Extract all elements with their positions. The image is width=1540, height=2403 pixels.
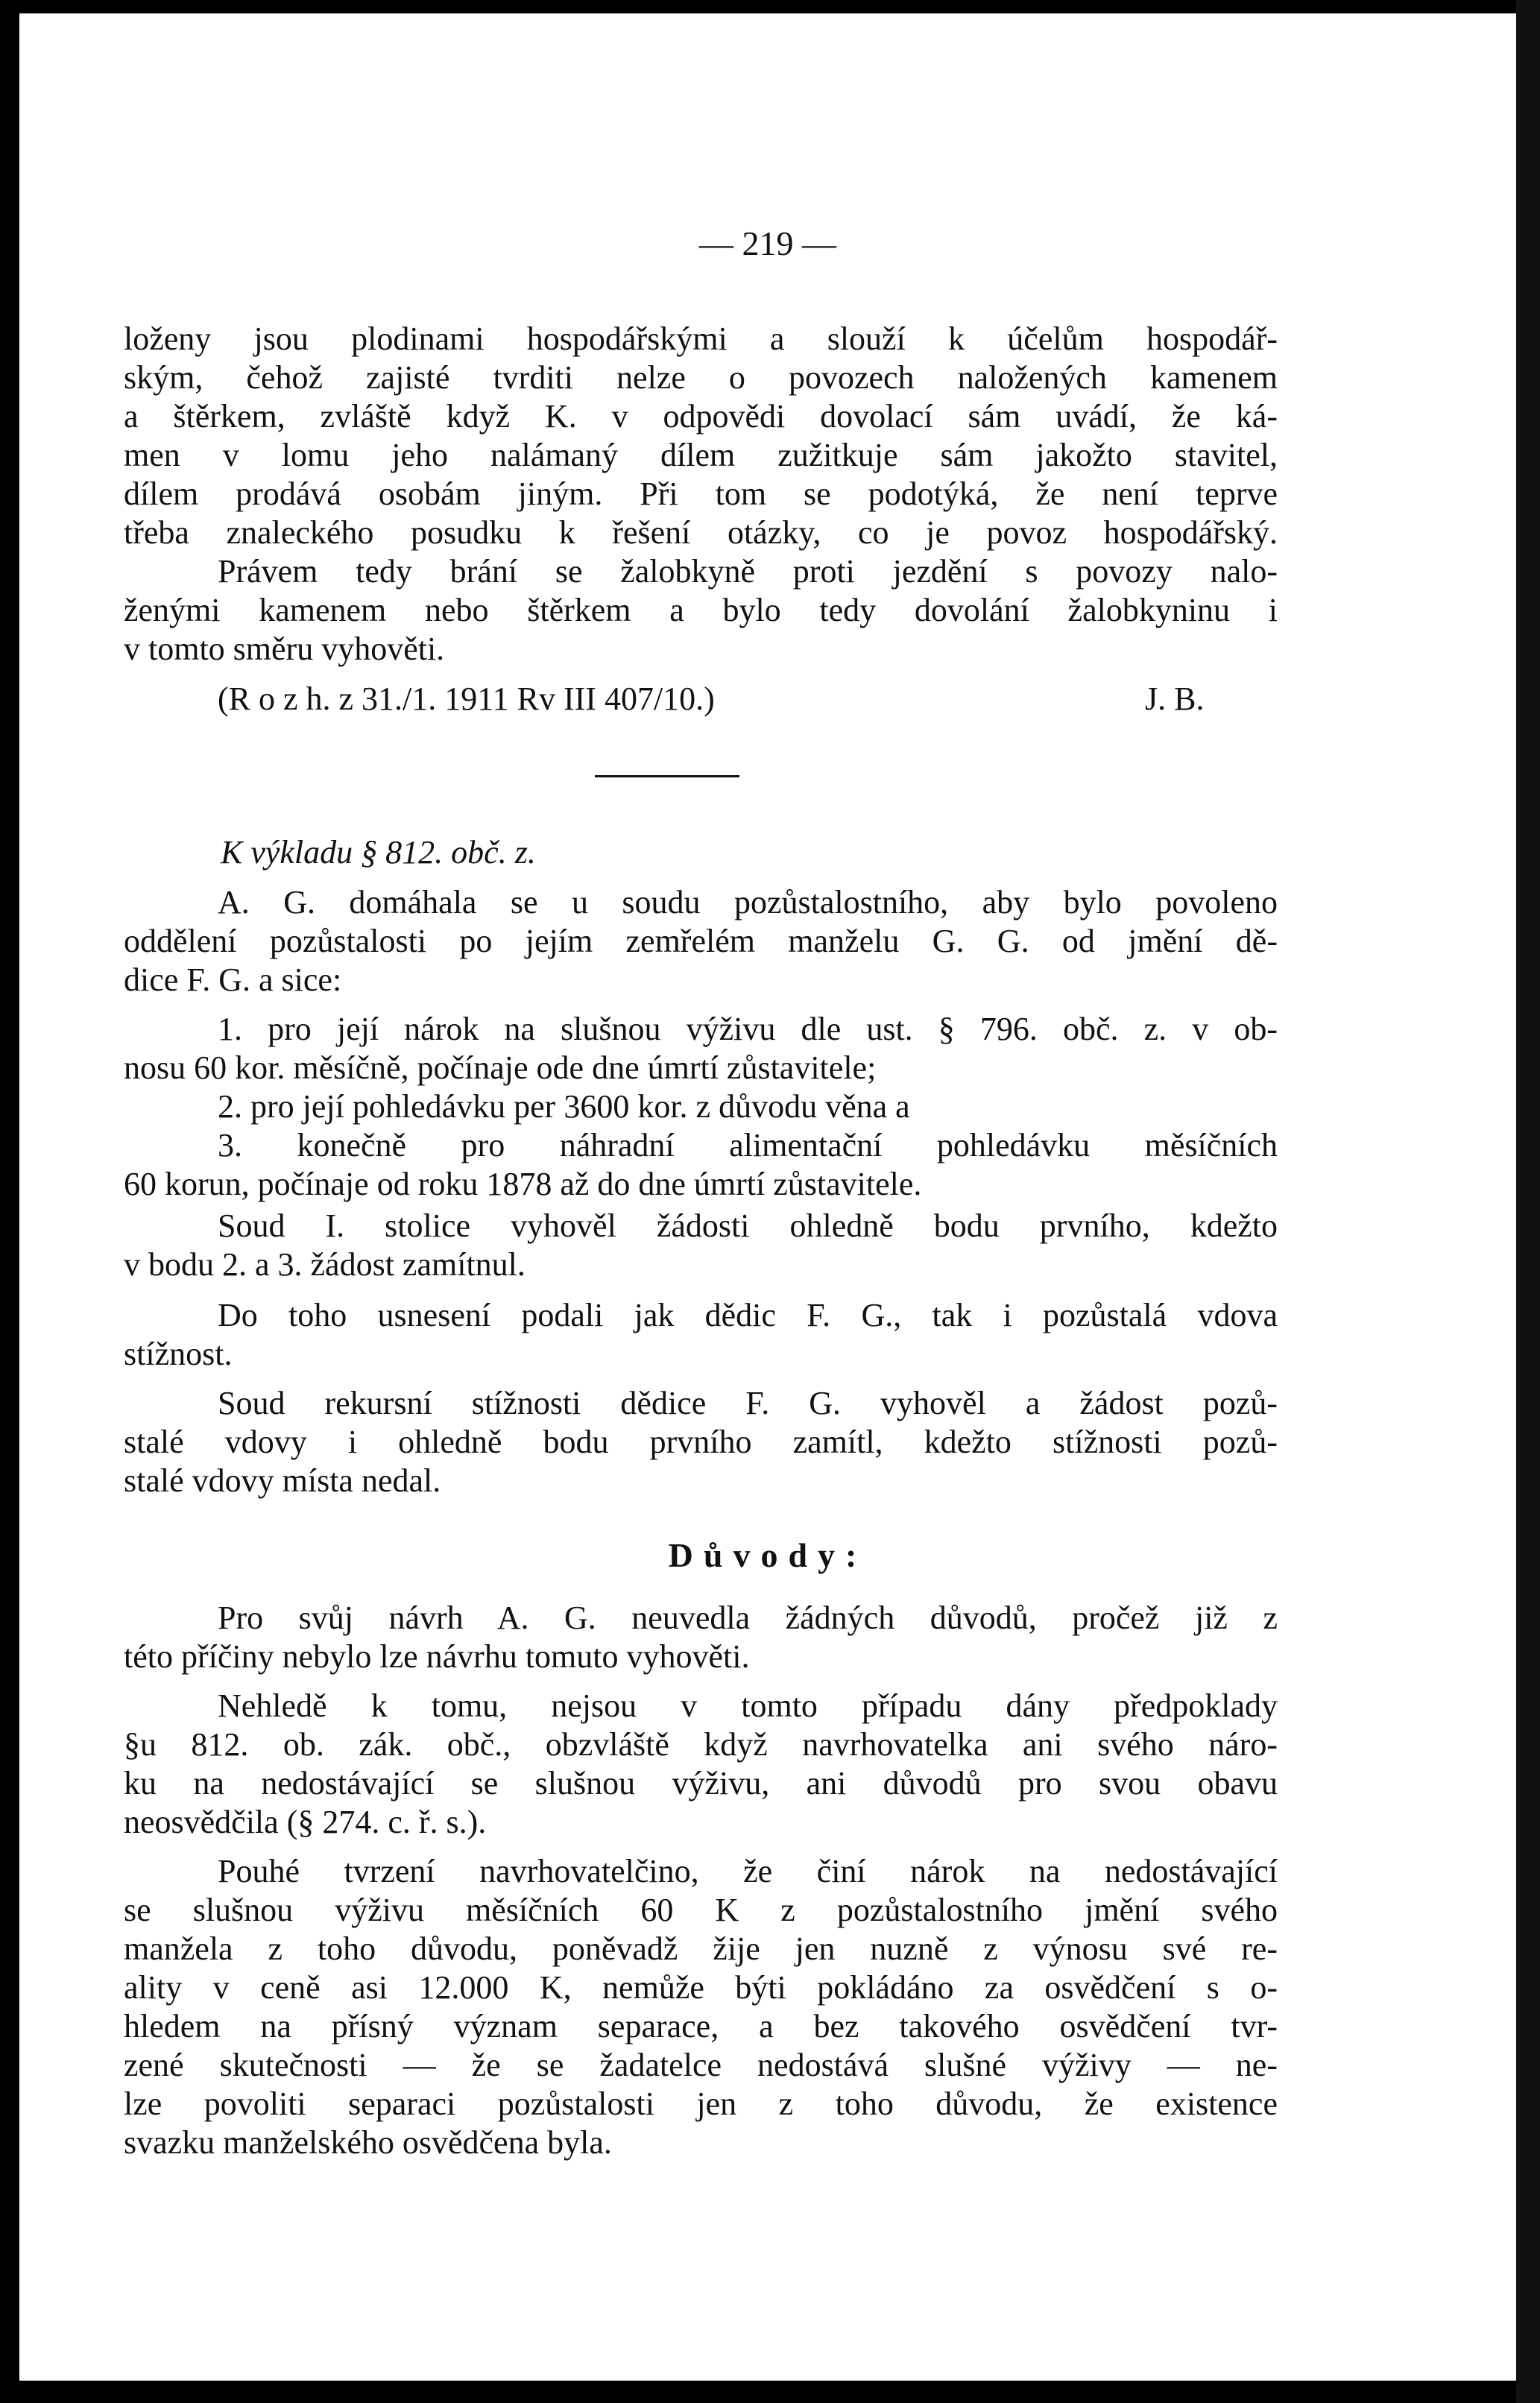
reasons-heading: Důvody: bbox=[668, 1536, 868, 1574]
text-line: 3. konečně pro náhradní alimentační pohledávku měsíčních bbox=[218, 1127, 1278, 1163]
document-page bbox=[19, 13, 1516, 2381]
text-line: stalé vdovy i ohledně bodu prvního zamítl, kdežto stížnosti pozů- bbox=[124, 1424, 1278, 1460]
text-line: v tomto směru vyhověti. bbox=[124, 631, 445, 667]
citation: (R o z h. z 31./1. 1911 Rv III 407/10.) bbox=[218, 681, 715, 717]
text-line: §u 812. ob. zák. obč., obzvláště když navrhovatelka ani svého náro- bbox=[124, 1726, 1278, 1763]
text-line: a štěrkem, zvláště když K. v odpovědi dovolací sám uvádí, že ká- bbox=[124, 398, 1278, 435]
text-line: Pro svůj návrh A. G. neuvedla žádných důvodů, pročež již z bbox=[218, 1600, 1278, 1636]
section-heading: K výkladu § 812. obč. z. bbox=[221, 834, 536, 871]
text-line: se slušnou výživu měsíčních 60 K z pozůstalostního jmění svého bbox=[124, 1892, 1278, 1928]
text-line: v bodu 2. a 3. žádost zamítnul. bbox=[124, 1246, 526, 1283]
text-line: stížnost. bbox=[124, 1336, 233, 1372]
text-line: 1. pro její nárok na slušnou výživu dle ust. § 796. obč. z. v ob- bbox=[218, 1011, 1278, 1047]
text-line: men v lomu jeho nalámaný dílem zužitkuje sám jakožto stavitel, bbox=[124, 437, 1278, 473]
text-line: této příčiny nebylo lze návrhu tomuto vyhověti. bbox=[124, 1638, 750, 1675]
text-line: Soud rekursní stížnosti dědice F. G. vyhověl a žádost pozů- bbox=[218, 1385, 1278, 1421]
text-line: loženy jsou plodinami hospodářskými a slouží k účelům hospodář- bbox=[124, 320, 1278, 357]
page-number: — 219 — bbox=[699, 224, 836, 262]
text-line: manžela z toho důvodu, poněvadž žije jen nuzně z výnosu své re- bbox=[124, 1930, 1278, 1967]
text-line: stalé vdovy místa nedal. bbox=[124, 1462, 441, 1499]
text-line: dílem prodává osobám jiným. Při tom se podotýká, že není teprve bbox=[124, 476, 1278, 512]
text-line: ským, čehož zajisté tvrditi nelze o povozech naložených kamenem bbox=[124, 359, 1278, 396]
text-line: oddělení pozůstalosti po jejím zemřelém manželu G. G. od jmění dě- bbox=[124, 923, 1278, 959]
text-line: ženými kamenem nebo štěrkem a bylo tedy dovolání žalobkyninu i bbox=[124, 592, 1278, 628]
text-line: zené skutečnosti — že se žadatelce nedostává slušné výživy — ne- bbox=[124, 2047, 1278, 2083]
text-line: lze povoliti separaci pozůstalosti jen z toho důvodu, že existence bbox=[124, 2085, 1278, 2122]
text-line: 2. pro její pohledávku per 3600 kor. z důvodu věna a bbox=[218, 1088, 910, 1125]
text-line: Soud I. stolice vyhověl žádosti ohledně bodu prvního, kdežto bbox=[218, 1207, 1278, 1244]
scan-border bbox=[1516, 0, 1540, 2403]
text-line: Pouhé tvrzení navrhovatelčino, že činí nárok na nedostávající bbox=[218, 1853, 1278, 1889]
text-line: svazku manželského osvědčena byla. bbox=[124, 2124, 612, 2161]
text-line: hledem na přísný význam separace, a bez takového osvědčení tvr- bbox=[124, 2008, 1278, 2044]
text-line: 60 korun, počínaje od roku 1878 až do dne úmrtí zůstavitele. bbox=[124, 1166, 922, 1202]
text-line: ku na nedostávající se slušnou výživu, ani důvodů pro svou obavu bbox=[124, 1765, 1278, 1802]
text-line: třeba znaleckého posudku k řešení otázky, co je povoz hospodářský. bbox=[124, 514, 1278, 551]
text-line: nosu 60 kor. měsíčně, počínaje ode dne úmrtí zůstavitele; bbox=[124, 1049, 877, 1086]
author-initials: J. B. bbox=[1145, 681, 1205, 717]
text-line: ality v ceně asi 12.000 K, nemůže býti pokládáno za osvědčení s o- bbox=[124, 1969, 1278, 2006]
separator-line bbox=[595, 775, 739, 777]
text-line: A. G. domáhala se u soudu pozůstalostního, aby bylo povoleno bbox=[218, 884, 1278, 921]
text-line: Právem tedy brání se žalobkyně proti jezdění s povozy nalo- bbox=[218, 553, 1278, 590]
text-line: Nehledě k tomu, nejsou v tomto případu dány předpoklady bbox=[218, 1687, 1278, 1724]
text-line: neosvědčila (§ 274. c. ř. s.). bbox=[124, 1804, 487, 1840]
text-line: Do toho usnesení podali jak dědic F. G., tak i pozůstalá vdova bbox=[218, 1297, 1278, 1333]
text-line: dice F. G. a sice: bbox=[124, 961, 342, 998]
